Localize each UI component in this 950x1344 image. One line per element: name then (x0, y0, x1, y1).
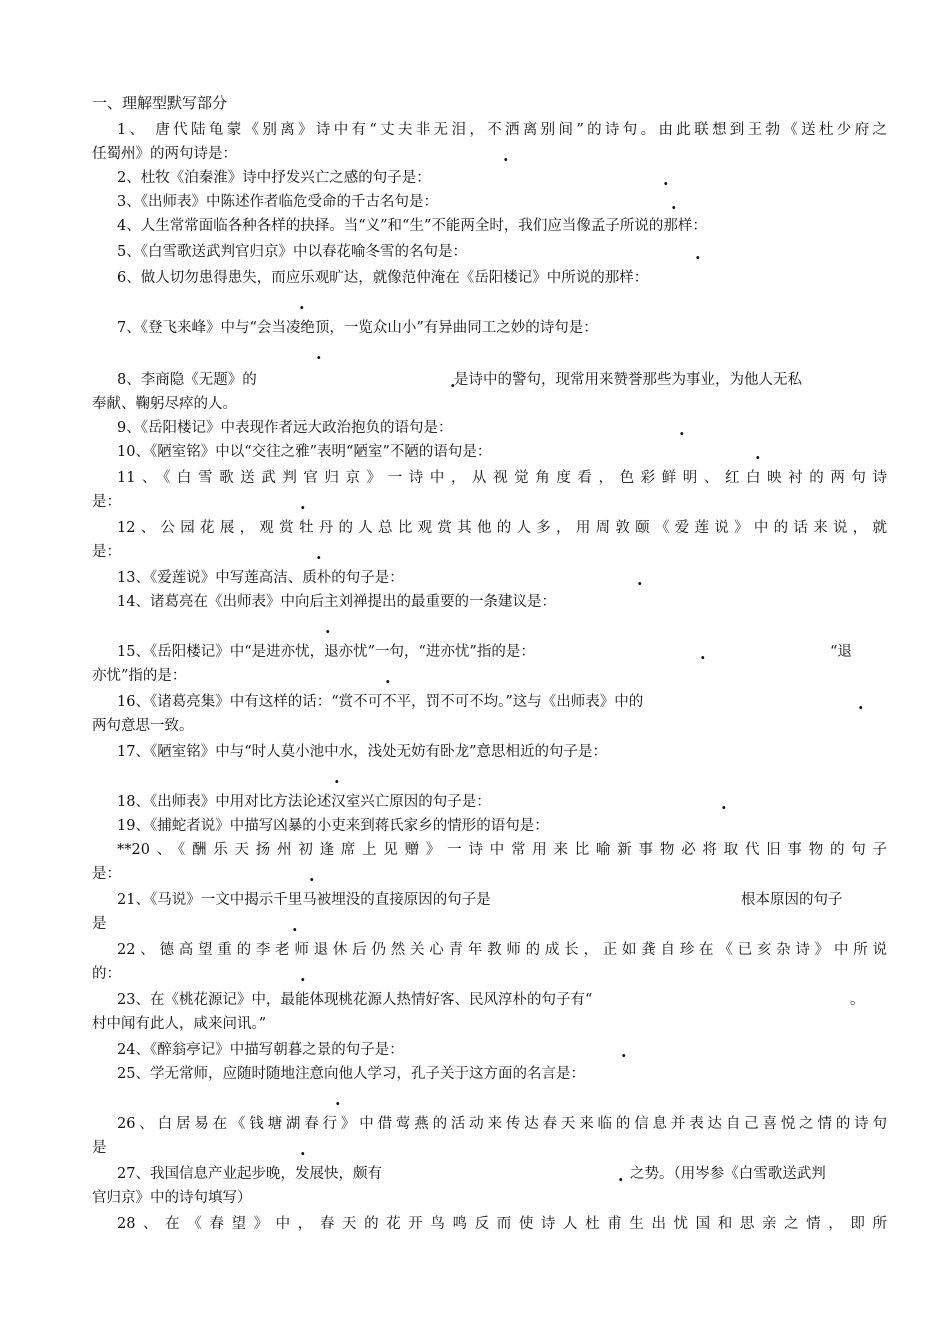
question-15-line-1-end: “退 (830, 644, 852, 660)
question-11-line-1: 11、《白雪歌送武判官归京》一诗中，从视觉角度看，色彩鲜明、红白映衬的两句诗 (117, 470, 887, 486)
question-8-line-2: 奉献、鞠躬尽瘁的人。 (92, 396, 237, 412)
blank-dot: . (663, 170, 669, 189)
question-24: 24、《醉翁亭记》中描写朝暮之景的句子是： (117, 1042, 404, 1058)
question-6: 6、做人切勿患得患失，而应乐观旷达，就像范仲淹在《岳阳楼记》中所说的那样： (117, 270, 649, 286)
blank-dot: . (450, 372, 456, 391)
question-20-line-1: **20、《酬乐天扬州初逢席上见赠》一诗中常用来比喻新事物必将取代旧事物的句子 (117, 842, 887, 858)
question-27-line-1-end: 之势。（用岑参《白雪歌送武判 (630, 1166, 826, 1182)
blank-dot: . (335, 1090, 341, 1109)
question-11-line-2: 是： (92, 494, 121, 510)
question-23-line-1-end: 。 (850, 992, 865, 1008)
blank-dot: . (679, 420, 685, 439)
question-4: 4、人生常常面临各种各样的抉择。当“义”和“生”不能两全时，我们应当像孟子所说的那样： (117, 218, 707, 234)
question-14: 14、诸葛亮在《出师表》中向后主刘禅提出的最重要的一条建议是： (117, 594, 556, 610)
question-15-line-2: 亦忧”指的是： (92, 668, 187, 684)
blank-dot: . (721, 794, 727, 813)
question-9: 9、《岳阳楼记》中表现作者远大政治抱负的语句是： (117, 420, 453, 436)
question-22-line-2: 的： (92, 966, 121, 982)
blank-dot: . (503, 146, 509, 165)
blank-dot: . (325, 618, 331, 637)
blank-dot: . (334, 768, 340, 787)
question-28: 28、在《春望》中，春天的花开鸟鸣反而使诗人杜甫生出忧国和思亲之情，即所 (117, 1216, 887, 1232)
blank-dot: . (385, 668, 391, 687)
question-16-line-2: 两句意思一致。 (92, 718, 194, 734)
question-18: 18、《出师表》中用对比方法论述汉室兴亡原因的句子是： (117, 794, 491, 810)
question-25: 25、学无常师，应随时随地注意向他人学习，孔子关于这方面的名言是： (117, 1066, 585, 1082)
blank-dot: . (299, 294, 305, 313)
question-7: 7、《登飞来峰》中与“会当凌绝顶，一览众山小”有异曲同工之妙的诗句是： (117, 320, 598, 336)
question-3: 3、《出师表》中陈述作者临危受命的千古名句是： (117, 194, 438, 210)
question-26-line-1: 26、白居易在《钱塘湖春行》中借莺燕的活动来传达春天来临的信息并表达自己喜悦之情的诗句 (117, 1116, 887, 1132)
question-8-line-1-end: 是诗中的警句，现常用来赞誉那些为事业，为他人无私 (454, 372, 802, 388)
blank-dot: . (695, 244, 701, 263)
blank-dot: . (755, 444, 761, 463)
question-20-line-2: 是： (92, 866, 121, 882)
question-21-line-2: 是 (92, 916, 107, 932)
question-1-line-1: 1、 唐代陆龟蒙《别离》诗中有“丈夫非无泪，不洒离别间”的诗句。由此联想到王勃《送杜少府之 (117, 122, 887, 138)
blank-dot: . (292, 916, 298, 935)
question-19: 19、《捕蛇者说》中描写凶暴的小吏来到蒋氏家乡的情形的语句是： (117, 818, 549, 834)
question-2: 2、杜牧《泊秦淮》诗中抒发兴亡之感的句子是： (117, 170, 431, 186)
question-21-line-1-start: 21、《马说》一文中揭示千里马被埋没的直接原因的句子是 (117, 892, 491, 908)
question-23-line-2: 村中闻有此人，咸来问讯。” (92, 1016, 267, 1032)
blank-dot: . (316, 544, 322, 563)
blank-dot: . (637, 570, 643, 589)
blank-dot: . (858, 694, 864, 713)
question-27-line-2: 官归京》中的诗句填写） (92, 1190, 252, 1206)
blank-dot: . (300, 1140, 306, 1159)
question-8-line-1-start: 8、李商隐《无题》的 (117, 372, 257, 388)
blank-dot: . (316, 344, 322, 363)
blank-dot: . (621, 1042, 627, 1061)
question-23-line-1-start: 23、在《桃花源记》中，最能体现桃花源人热情好客、民风淳朴的句子有“ (117, 992, 593, 1008)
blank-dot: . (618, 1166, 624, 1185)
blank-dot: . (300, 494, 306, 513)
question-10: 10、《陋室铭》中以“交往之雅”表明“陋室”不陋的语句是： (117, 444, 492, 460)
question-12-line-2: 是： (92, 544, 121, 560)
question-1-line-2: 任蜀州》的两句诗是： (92, 146, 237, 162)
question-17: 17、《陋室铭》中与“时人莫小池中水，浅处无妨有卧龙”意思相近的句子是： (117, 744, 608, 760)
question-21-line-1-end: 根本原因的句子 (741, 892, 843, 908)
question-12-line-1: 12、公园花展，观赏牡丹的人总比观赏其他的人多，用周敦颐《爱莲说》中的话来说，就 (117, 520, 887, 536)
question-5: 5、《白雪歌送武判官归京》中以春花喻冬雪的名句是： (117, 244, 467, 260)
blank-dot: . (700, 644, 706, 663)
question-27-line-1-start: 27、我国信息产业起步晚，发展快，颇有 (117, 1166, 382, 1182)
question-26-line-2: 是 (92, 1140, 107, 1156)
blank-dot: . (671, 194, 677, 213)
question-13: 13、《爱莲说》中写莲高洁、质朴的句子是： (117, 570, 404, 586)
blank-dot: . (309, 866, 315, 885)
section-heading: 一、理解型默写部分 (92, 94, 228, 112)
blank-dot: . (300, 966, 306, 985)
question-15-line-1-start: 15、《岳阳楼记》中“是进亦忧，退亦忧”一句，“进亦忧”指的是： (117, 644, 535, 660)
question-16-line-1: 16、《诸葛亮集》中有这样的话：“赏不可不平，罚不可不均。”这与《出师表》中的 (117, 694, 644, 710)
question-22-line-1: 22、德高望重的李老师退休后仍然关心青年教师的成长，正如龚自珍在《已亥杂诗》中所说 (117, 942, 887, 958)
